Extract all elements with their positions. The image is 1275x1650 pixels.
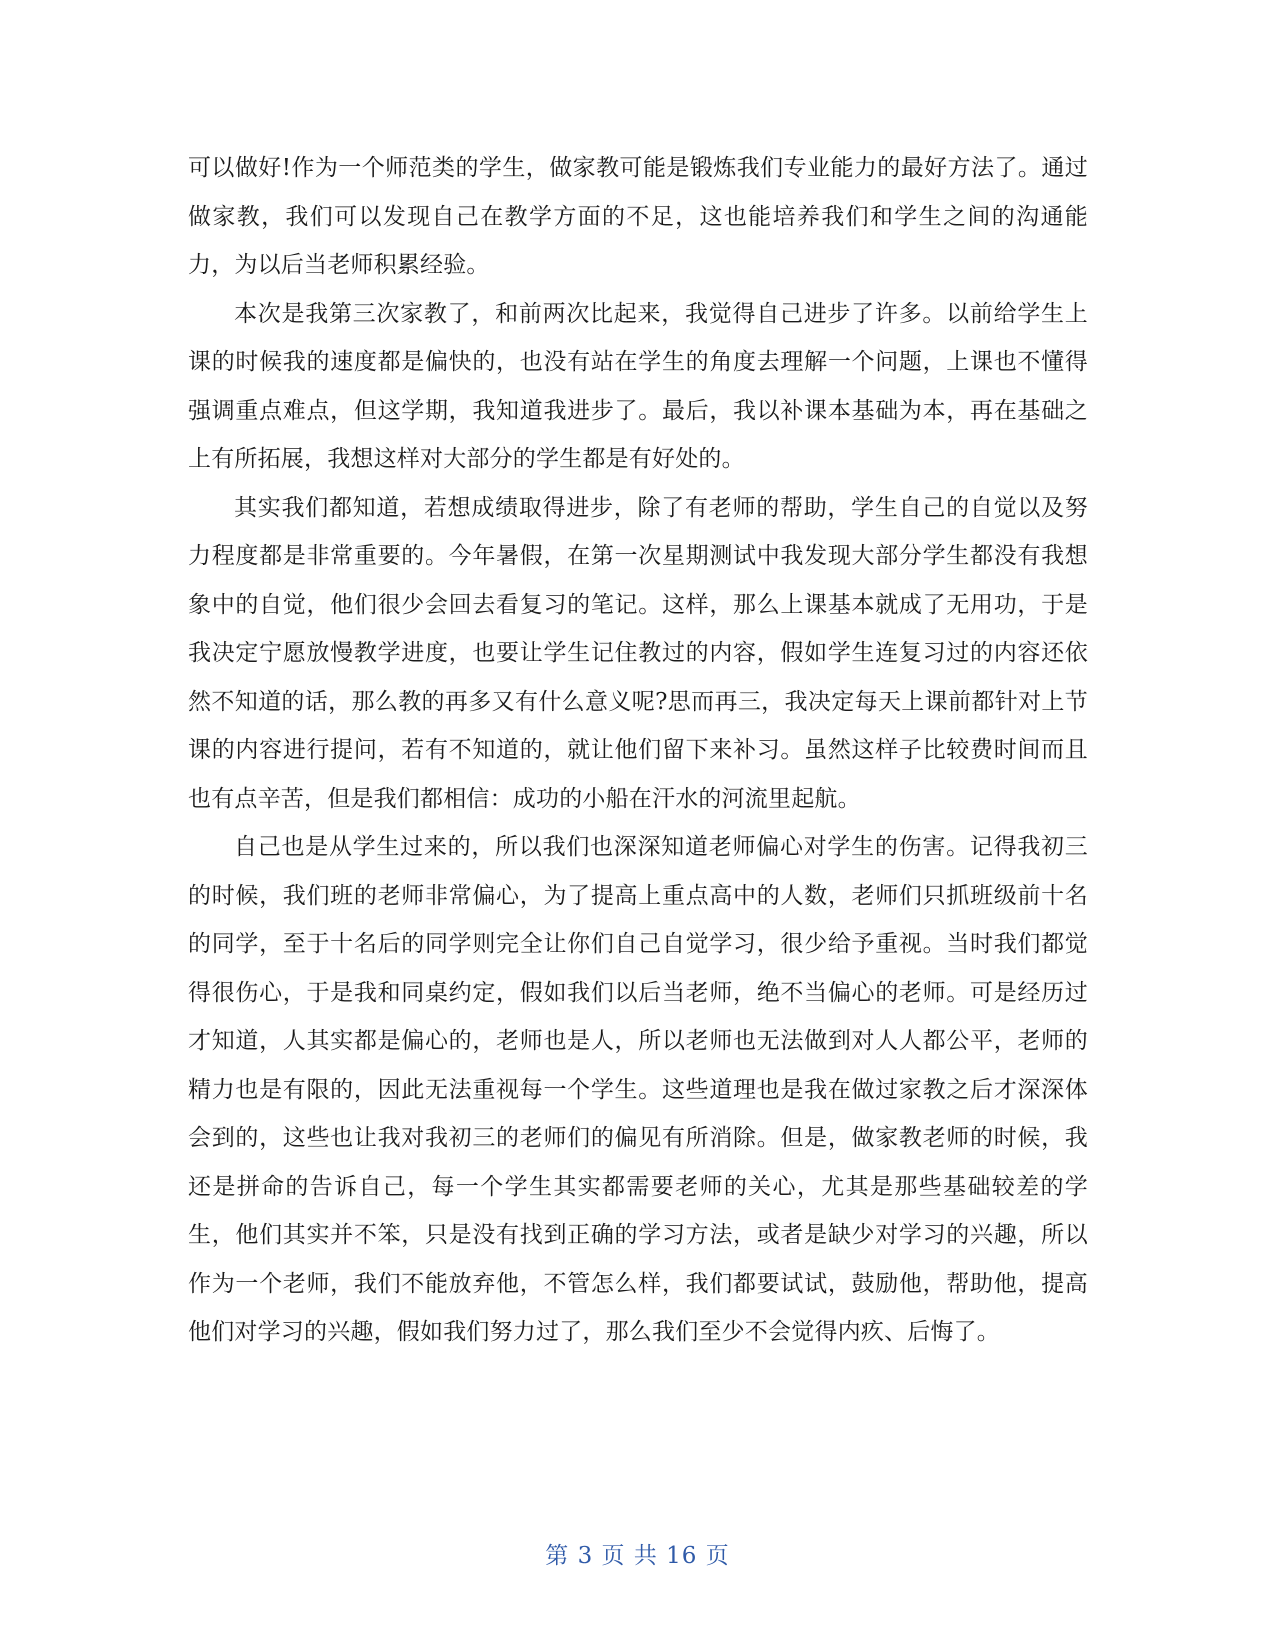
page-footer [0, 1537, 1275, 1570]
paragraph-4: 自己也是从学生过来的，所以我们也深深知道老师偏心对学生的伤害。记得我初三的时候，我们班的老师非常偏心，为了提高上重点高中的人数，老师们只抓班级前十名的同学，至于十名后的同学则完全让你们自己自觉学习，很少给予重视。当时我们都觉得很伤心，于是我和同桌约定，假如我们以后当老师，绝不当偏心的老师。可是经历过才知道，人其实都是偏心的，老师也是人，所以老师也无法做到对人人都公平，老师的精力也是有限的，因此无法重视每一个学生。这些道理也是我在做过家教之后才深深体会到的，这些也让我对我初三的老师们的偏见有所消除。但是，做家教老师的时候，我还是拼命的告诉自己，每一个学生其实都需要老师的关心，尤其是那些基础较差的学生，他们其实并不笨，只是没有找到正确的学习方法，或者是缺少对学习的兴趣，所以作为一个老师，我们不能放弃他，不管怎么样，我们都要试试，鼓励他，帮助他，提高他们对学习的兴趣，假如我们努力过了，那么我们至少不会觉得内疚、后悔了。 [188, 834, 1088, 1345]
page-number-label: 第 3 页 共 16 页 [545, 1543, 730, 1569]
paragraph-1: 可以做好!作为一个师范类的学生，做家教可能是锻炼我们专业能力的最好方法了。通过做家教，我们可以发现自己在教学方面的不足，这也能培养我们和学生之间的沟通能力，为以后当老师积累经验。 [188, 155, 1088, 278]
paragraph-3: 其实我们都知道，若想成绩取得进步，除了有老师的帮助，学生自己的自觉以及努力程度都是非常重要的。今年暑假，在第一次星期测试中我发现大部分学生都没有我想象中的自觉，他们很少会回去看复习的笔记。这样，那么上课基本就成了无用功，于是我决定宁愿放慢教学进度，也要让学生记住教过的内容，假如学生连复习过的内容还依然不知道的话，那么教的再多又有什么意义呢?思而再三，我决定每天上课前都针对上节课的内容进行提问，若有不知道的，就让他们留下来补习。虽然这样子比较费时间而且也有点辛苦，但是我们都相信：成功的小船在汗水的河流里起航。 [188, 494, 1088, 812]
paragraph-2: 本次是我第三次家教了，和前两次比起来，我觉得自己进步了许多。以前给学生上课的时候我的速度都是偏快的，也没有站在学生的角度去理解一个问题，上课也不懂得强调重点难点，但这学期，我知道我进步了。最后，我以补课本基础为本，再在基础之上有所拓展，我想这样对大部分的学生都是有好处的。 [188, 300, 1088, 472]
document-body [188, 144, 1088, 1357]
